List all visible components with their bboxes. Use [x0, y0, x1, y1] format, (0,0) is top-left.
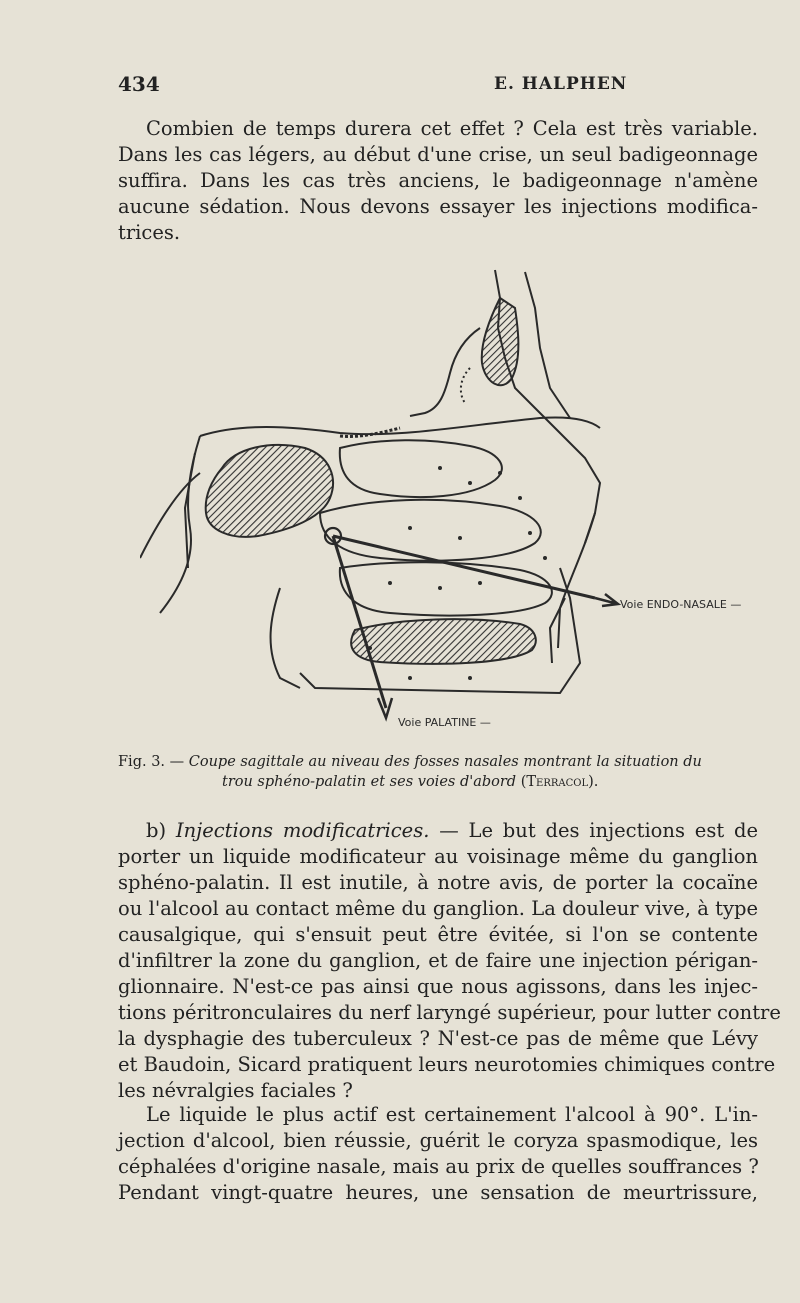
text-line: aucune sédation. Nous devons essayer les injections modifica-: [118, 195, 758, 218]
hard-palate: [351, 619, 536, 664]
text-line: céphalées d'origine nasale, mais au prix de quelles souffrances ?: [118, 1155, 759, 1178]
palatine-route-arrow: [333, 536, 386, 708]
text-line: suffira. Dans les cas très anciens, le badigeonnage n'amène: [118, 169, 758, 192]
text-line: Combien de temps durera cet effet ? Cela est très variable.: [146, 117, 758, 140]
sagittal-section-drawing: [140, 268, 760, 738]
text-line: les névralgies faciales ?: [118, 1079, 353, 1102]
text-line: Dans les cas légers, au début d'une crise, un seul badigeonnage: [118, 143, 758, 166]
text-line: ou l'alcool au contact même du ganglion. La douleur vive, à type: [118, 897, 758, 920]
label-endonasal-route: Voie ENDO-NASALE —: [620, 598, 742, 611]
caption-line-2: trou sphéno-palatin et ses voies d'abord: [222, 774, 517, 790]
text-line: glionnaire. N'est-ce pas ainsi que nous agissons, dans les injec-: [118, 975, 758, 998]
paragraph-1: [118, 116, 758, 246]
running-title: E. HALPHEN: [494, 74, 628, 94]
text-line: Le liquide le plus actif est certainement l'alcool à 90°. L'in-: [146, 1103, 758, 1126]
text-line: causalgique, qui s'ensuit peut être évitée, si l'on se contente: [118, 923, 758, 946]
text-line: jection d'alcool, bien réussie, guérit le coryza spasmodique, les: [118, 1129, 758, 1152]
sphenoid-sinus: [206, 445, 333, 537]
text-run: — Le but des injections est de: [429, 819, 758, 842]
text-line: sphéno-palatin. Il est inutile, à notre avis, de porter la cocaïne: [118, 871, 758, 894]
page-number: 434: [118, 72, 160, 96]
endonasal-route-arrow: [333, 536, 595, 598]
paragraph-2: [118, 818, 781, 1104]
text-line: et Baudoin, Sicard pratiquent leurs neurotomies chimiques contre: [118, 1053, 776, 1076]
text-line: d'infiltrer la zone du ganglion, et de faire une injection périgan-: [118, 949, 758, 972]
caption-line-1: Coupe sagittale au niveau des fosses nasales montrant la situation du: [188, 754, 702, 770]
text-line: porter un liquide modificateur au voisinage même du ganglion: [118, 845, 758, 868]
frontal-sinus: [482, 298, 519, 385]
label-palatine-route: Voie PALATINE —: [398, 716, 491, 729]
text-line: Pendant vingt-quatre heures, une sensation de meurtrissure,: [118, 1181, 758, 1204]
paragraph-3: [118, 1102, 758, 1206]
section-prefix: b): [146, 819, 176, 842]
caption-author: (Terracol).: [520, 774, 599, 790]
text-line: la dysphagie des tuberculeux ? N'est-ce pas de même que Lévy: [118, 1027, 758, 1050]
text-line: [118, 818, 758, 844]
figure-caption: [118, 752, 768, 792]
section-subtitle: Injections modificatrices.: [175, 819, 430, 842]
text-line: trices.: [118, 221, 181, 244]
anatomical-figure: [140, 268, 760, 738]
text-line: tions péritronculaires du nerf laryngé supérieur, pour lutter contre: [118, 1001, 781, 1024]
page-header: [118, 72, 758, 102]
figure-number: Fig. 3. —: [118, 754, 185, 770]
